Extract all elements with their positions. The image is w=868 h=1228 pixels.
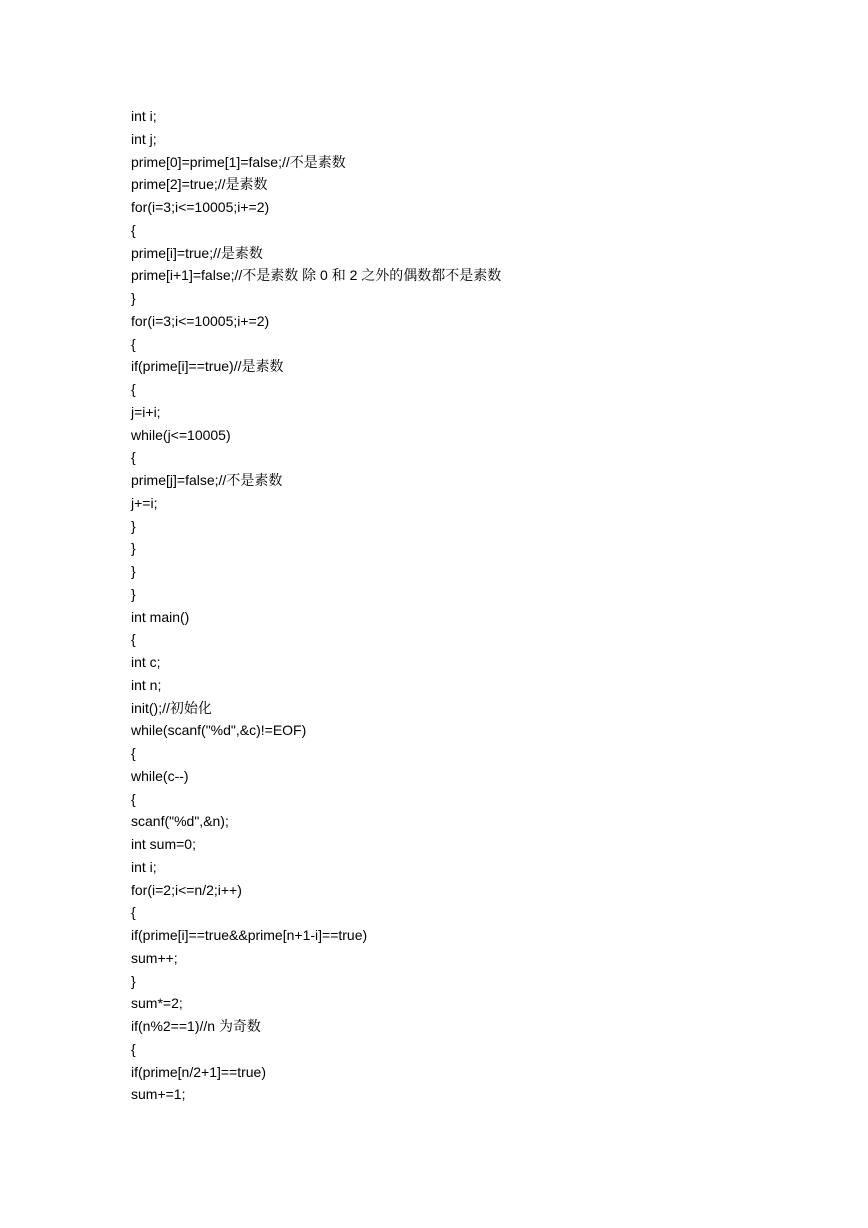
code-line: if(prime[i]==true&&prime[n+1-i]==true): [131, 927, 368, 943]
code-line: {: [131, 1040, 136, 1057]
code-line: if(prime[i]==true)//是素数: [131, 358, 284, 375]
code-line: {: [131, 745, 136, 761]
code-line: scanf("%d",&n);: [131, 813, 229, 830]
code-line: {: [131, 631, 136, 648]
code-line: int sum=0;: [131, 836, 196, 852]
code-line: j=i+i;: [131, 403, 161, 420]
code-line: for(i=2;i<=n/2;i++): [131, 881, 242, 898]
code-line: prime[2]=true;//是素数: [131, 176, 268, 193]
code-line: while(j<=10005): [131, 426, 231, 443]
code-line: {: [131, 904, 136, 921]
code-line: for(i=3;i<=10005;i+=2): [131, 199, 270, 215]
code-line: while(scanf("%d",&c)!=EOF): [131, 722, 307, 739]
code-line: }: [131, 972, 136, 989]
code-line: init();//初始化: [131, 699, 212, 716]
code-line: }: [131, 540, 136, 557]
code-line: {: [131, 790, 136, 807]
code-line: int n;: [131, 676, 162, 693]
code-line: }: [131, 290, 136, 306]
code-listing: [131, 105, 501, 1106]
code-line: {: [131, 449, 136, 466]
code-line: prime[0]=prime[1]=false;//不是素数: [131, 153, 346, 170]
code-line: sum*=2;: [131, 995, 183, 1012]
code-line: while(c--): [131, 767, 189, 784]
code-line: }: [131, 563, 136, 579]
code-line: prime[i+1]=false;//不是素数 除 0 和 2 之外的偶数都不是素数: [131, 267, 502, 284]
code-line: prime[j]=false;//不是素数: [131, 472, 283, 488]
code-line: if(n%2==1)//n 为奇数: [131, 1018, 261, 1034]
code-line: if(prime[n/2+1]==true): [131, 1063, 267, 1080]
code-line: sum+=1;: [131, 1086, 186, 1103]
code-line: prime[i]=true;//是素数: [131, 244, 263, 261]
code-line: int c;: [131, 654, 161, 670]
code-line: int j;: [131, 130, 157, 147]
code-line: j+=i;: [131, 494, 158, 511]
code-line: sum++;: [131, 949, 178, 966]
code-line: }: [131, 517, 136, 534]
code-line: {: [131, 221, 136, 238]
code-line: int main(): [131, 608, 190, 625]
code-line: for(i=3;i<=10005;i+=2): [131, 312, 270, 329]
code-line: int i;: [131, 858, 157, 875]
code-line: {: [131, 381, 136, 397]
code-line: }: [131, 585, 136, 602]
code-line: {: [131, 335, 136, 352]
code-line: int i;: [131, 108, 157, 124]
